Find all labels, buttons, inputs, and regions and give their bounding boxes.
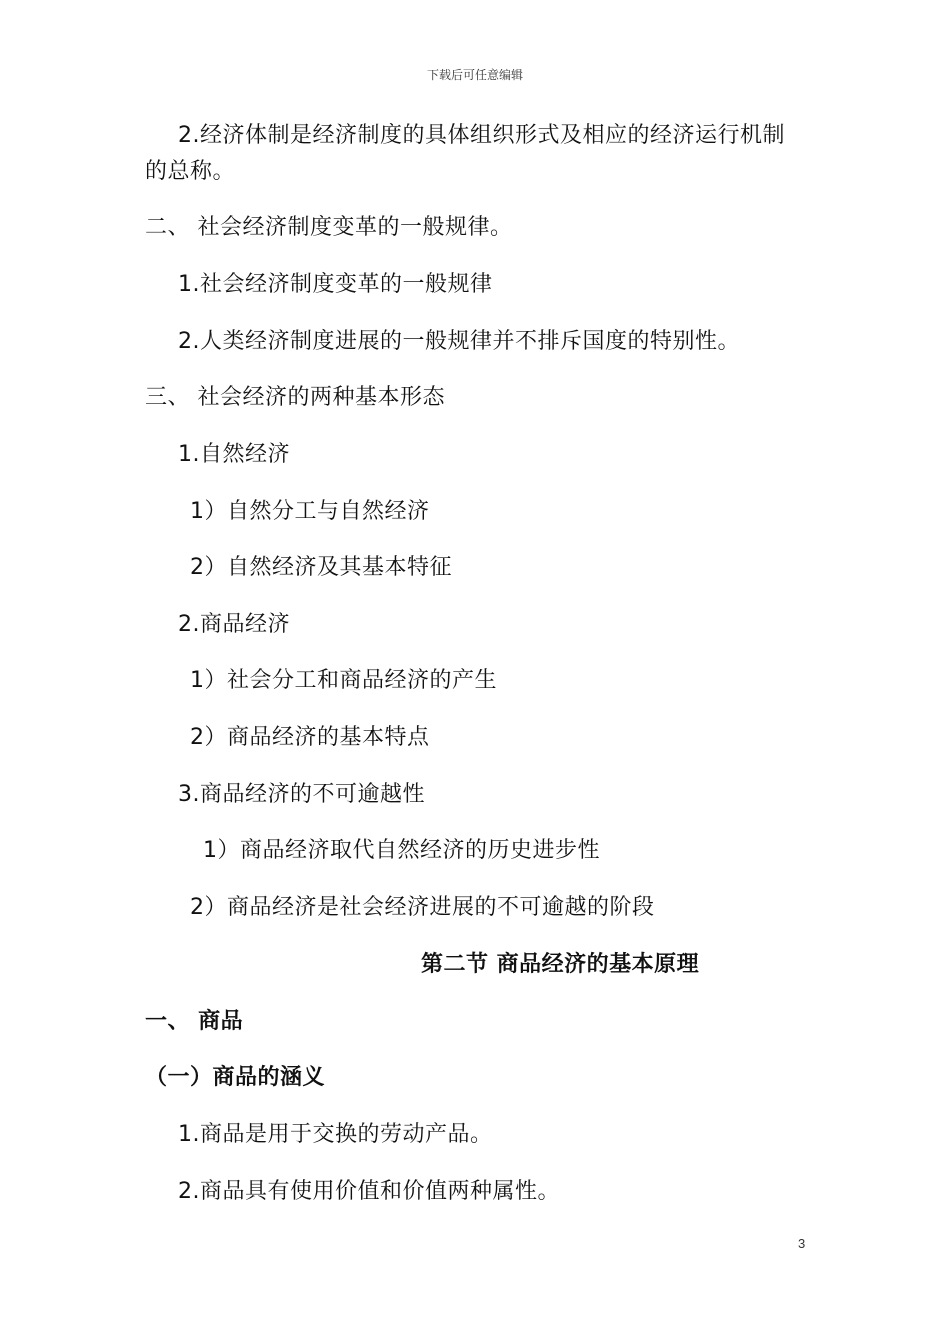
sub-list-item: 1）商品经济取代自然经济的历史进步性 (203, 838, 600, 863)
sub-list-item: 2）商品经济的基本特点 (190, 725, 430, 750)
paragraph-line: 2.经济体制是经济制度的具体组织形式及相应的经济运行机制 (178, 123, 785, 148)
list-item: 1.自然经济 (178, 442, 290, 467)
section-heading: 二、 社会经济制度变革的一般规律。 (145, 215, 513, 240)
sub-list-item: 1）社会分工和商品经济的产生 (190, 668, 497, 693)
section-heading: 三、 社会经济的两种基本形态 (145, 385, 445, 410)
list-item: 1.社会经济制度变革的一般规律 (178, 272, 493, 297)
list-item: 3.商品经济的不可逾越性 (178, 782, 425, 807)
list-item: 2.商品具有使用价值和价值两种属性。 (178, 1179, 560, 1204)
sub-list-item: 1）自然分工与自然经济 (190, 499, 430, 524)
list-item: 1.商品是用于交换的劳动产品。 (178, 1122, 493, 1147)
section-heading: 一、 商品 (145, 1009, 244, 1034)
page-number: 3 (798, 1236, 806, 1251)
sub-list-item: 2）商品经济是社会经济进展的不可逾越的阶段 (190, 895, 655, 920)
sub-list-item: 2）自然经济及其基本特征 (190, 555, 452, 580)
list-item: 2.人类经济制度进展的一般规律并不排斥国度的特别性。 (178, 329, 740, 354)
chapter-section-title: 第二节 商品经济的基本原理 (421, 952, 700, 977)
list-item: 2.商品经济 (178, 612, 290, 637)
subsection-heading: （一）商品的涵义 (145, 1065, 326, 1090)
paragraph-line: 的总称。 (145, 159, 236, 184)
page-header: 下载后可任意编辑 (426, 68, 523, 82)
